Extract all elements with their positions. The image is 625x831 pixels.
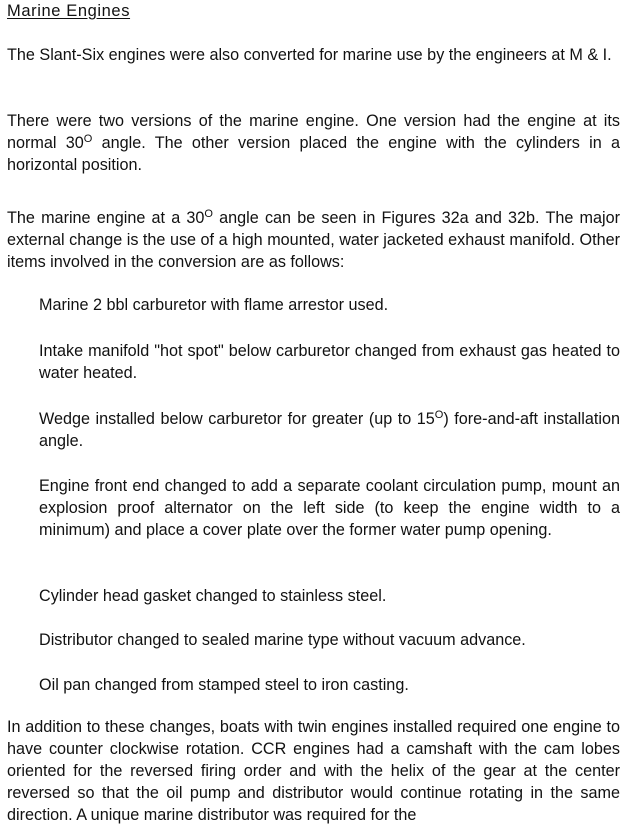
conversion-item-head-gasket: Cylinder head gasket changed to stainless steel.: [39, 587, 387, 605]
paragraph-conversion: [7, 207, 620, 273]
conversion-item-wedge-text-a: Wedge installed below carburetor for greater (up to 15: [39, 410, 435, 428]
conversion-item-intake-manifold: Intake manifold "hot spot" below carburetor changed from exhaust gas heated to water heated.: [39, 342, 620, 382]
section-heading: Marine Engines: [7, 2, 131, 20]
conversion-item-wedge-text-b: ) fore-and-aft installation angle.: [39, 410, 620, 450]
paragraph-versions: [7, 110, 620, 176]
paragraph-intro: The Slant-Six engines were also converted for marine use by the engineers at M & I.: [7, 46, 612, 64]
paragraph-versions-text-b: angle. The other version placed the engine with the cylinders in a horizontal position.: [7, 134, 620, 174]
paragraph-twin-engines: In addition to these changes, boats with twin engines installed required one engine to have counter clockwise rotation. CCR engines had a camshaft with the cam lobes oriented for the reversed firing order and with the helix of the gear at the center reversed so that the oil pump and distributor would continue rotating in the same direction. A unique marine distributor was required for the: [7, 718, 620, 824]
degree-symbol: O: [434, 409, 444, 421]
paragraph-versions-text-a: There were two versions of the marine engine. One version had the engine at its normal 30: [7, 112, 620, 152]
degree-symbol: O: [83, 133, 93, 145]
degree-symbol: O: [204, 208, 213, 220]
conversion-item-wedge: [39, 408, 620, 452]
conversion-item-distributor: Distributor changed to sealed marine type without vacuum advance.: [39, 631, 526, 649]
conversion-item-carburetor: Marine 2 bbl carburetor with flame arrestor used.: [39, 296, 389, 314]
paragraph-conversion-text-b: angle can be seen in Figures 32a and 32b. The major external change is the use of a high mounted, water jacketed exhaust manifold. Other items involved in the conversion are as follows:: [7, 209, 620, 271]
conversion-item-oil-pan: Oil pan changed from stamped steel to iron casting.: [39, 676, 409, 694]
paragraph-conversion-text-a: The marine engine at a 30: [7, 209, 205, 227]
conversion-item-front-end: Engine front end changed to add a separate coolant circulation pump, mount an explosion proof alternator on the left side (to keep the engine width to a minimum) and place a cover plate over the former water pump opening.: [39, 477, 620, 539]
